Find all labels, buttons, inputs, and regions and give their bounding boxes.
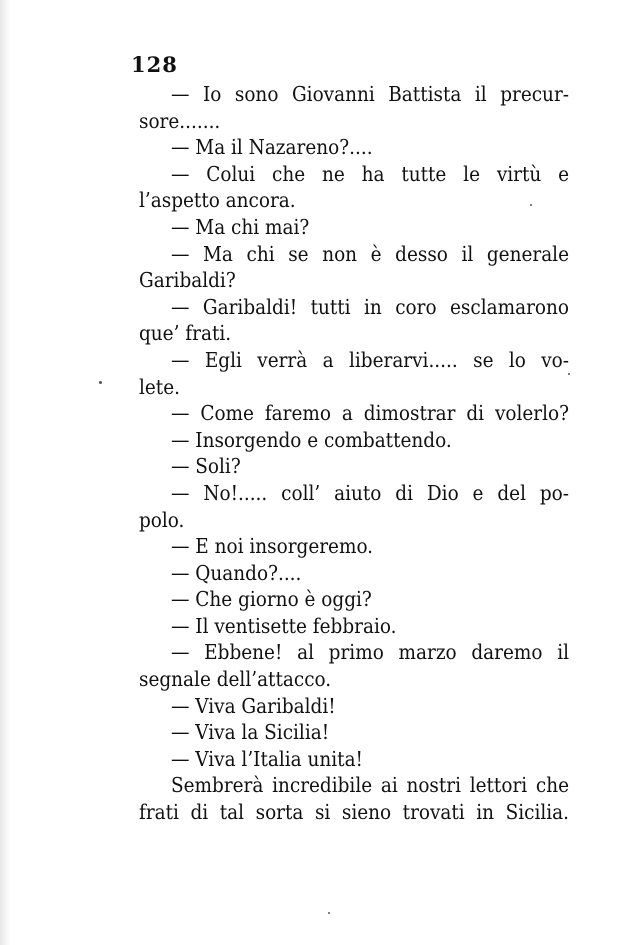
text-line: — Viva l’Italia unita!: [171, 746, 363, 771]
text-line: Sembrerà incredibile ai nostri lettori che: [171, 773, 569, 798]
paper-speck: [99, 381, 102, 384]
text-line: l’aspetto ancora.: [139, 188, 296, 213]
text-line: — E noi insorgeremo.: [171, 534, 374, 559]
text-line: — Garibaldi! tutti in coro esclamarono: [171, 294, 569, 319]
text-line: — Ma chi mai?: [171, 214, 310, 239]
text-line: — Ma il Nazareno?....: [171, 135, 373, 160]
text-line: — Egli verrà a liberarvi..... se lo vo-: [171, 347, 569, 372]
text-line: Garibaldi?: [139, 268, 236, 293]
paper-speck: [530, 204, 532, 206]
text-line: — Come faremo a dimostrar di volerlo?: [171, 401, 569, 426]
paper-speck: [328, 912, 330, 914]
text-line: — No!..... coll’ aiuto di Dio e del po-: [171, 480, 569, 505]
text-line: — Quando?....: [171, 560, 302, 585]
page-edge-shadow: [0, 0, 10, 945]
text-line: — Ma chi se non è desso il generale: [171, 241, 569, 266]
text-line: polo.: [139, 507, 185, 532]
text-line: que’ frati.: [139, 321, 232, 346]
paper-speck: [568, 373, 570, 375]
text-line: — Insorgendo e combattendo.: [171, 427, 452, 452]
text-line: — Io sono Giovanni Battista il precur-: [171, 82, 569, 106]
text-line: — Il ventisette febbraio.: [171, 613, 397, 638]
text-line: segnale dell’attacco.: [139, 667, 332, 692]
text-line: sore.......: [139, 108, 221, 133]
text-line: — Viva la Sicilia!: [171, 720, 330, 745]
text-line: frati di tal sorta si sieno trovati in Sicilia.: [139, 800, 569, 825]
text-line: — Viva Garibaldi!: [171, 693, 336, 718]
page-number: 128: [131, 52, 178, 77]
text-line: — Colui che ne ha tutte le virtù e: [171, 161, 569, 186]
text-line: — Che giorno è oggi?: [171, 587, 372, 612]
text-line: lete.: [139, 374, 180, 399]
text-line: — Soli?: [171, 454, 241, 479]
text-line: — Ebbene! al primo marzo daremo il: [171, 640, 569, 665]
body-text: [139, 81, 569, 826]
